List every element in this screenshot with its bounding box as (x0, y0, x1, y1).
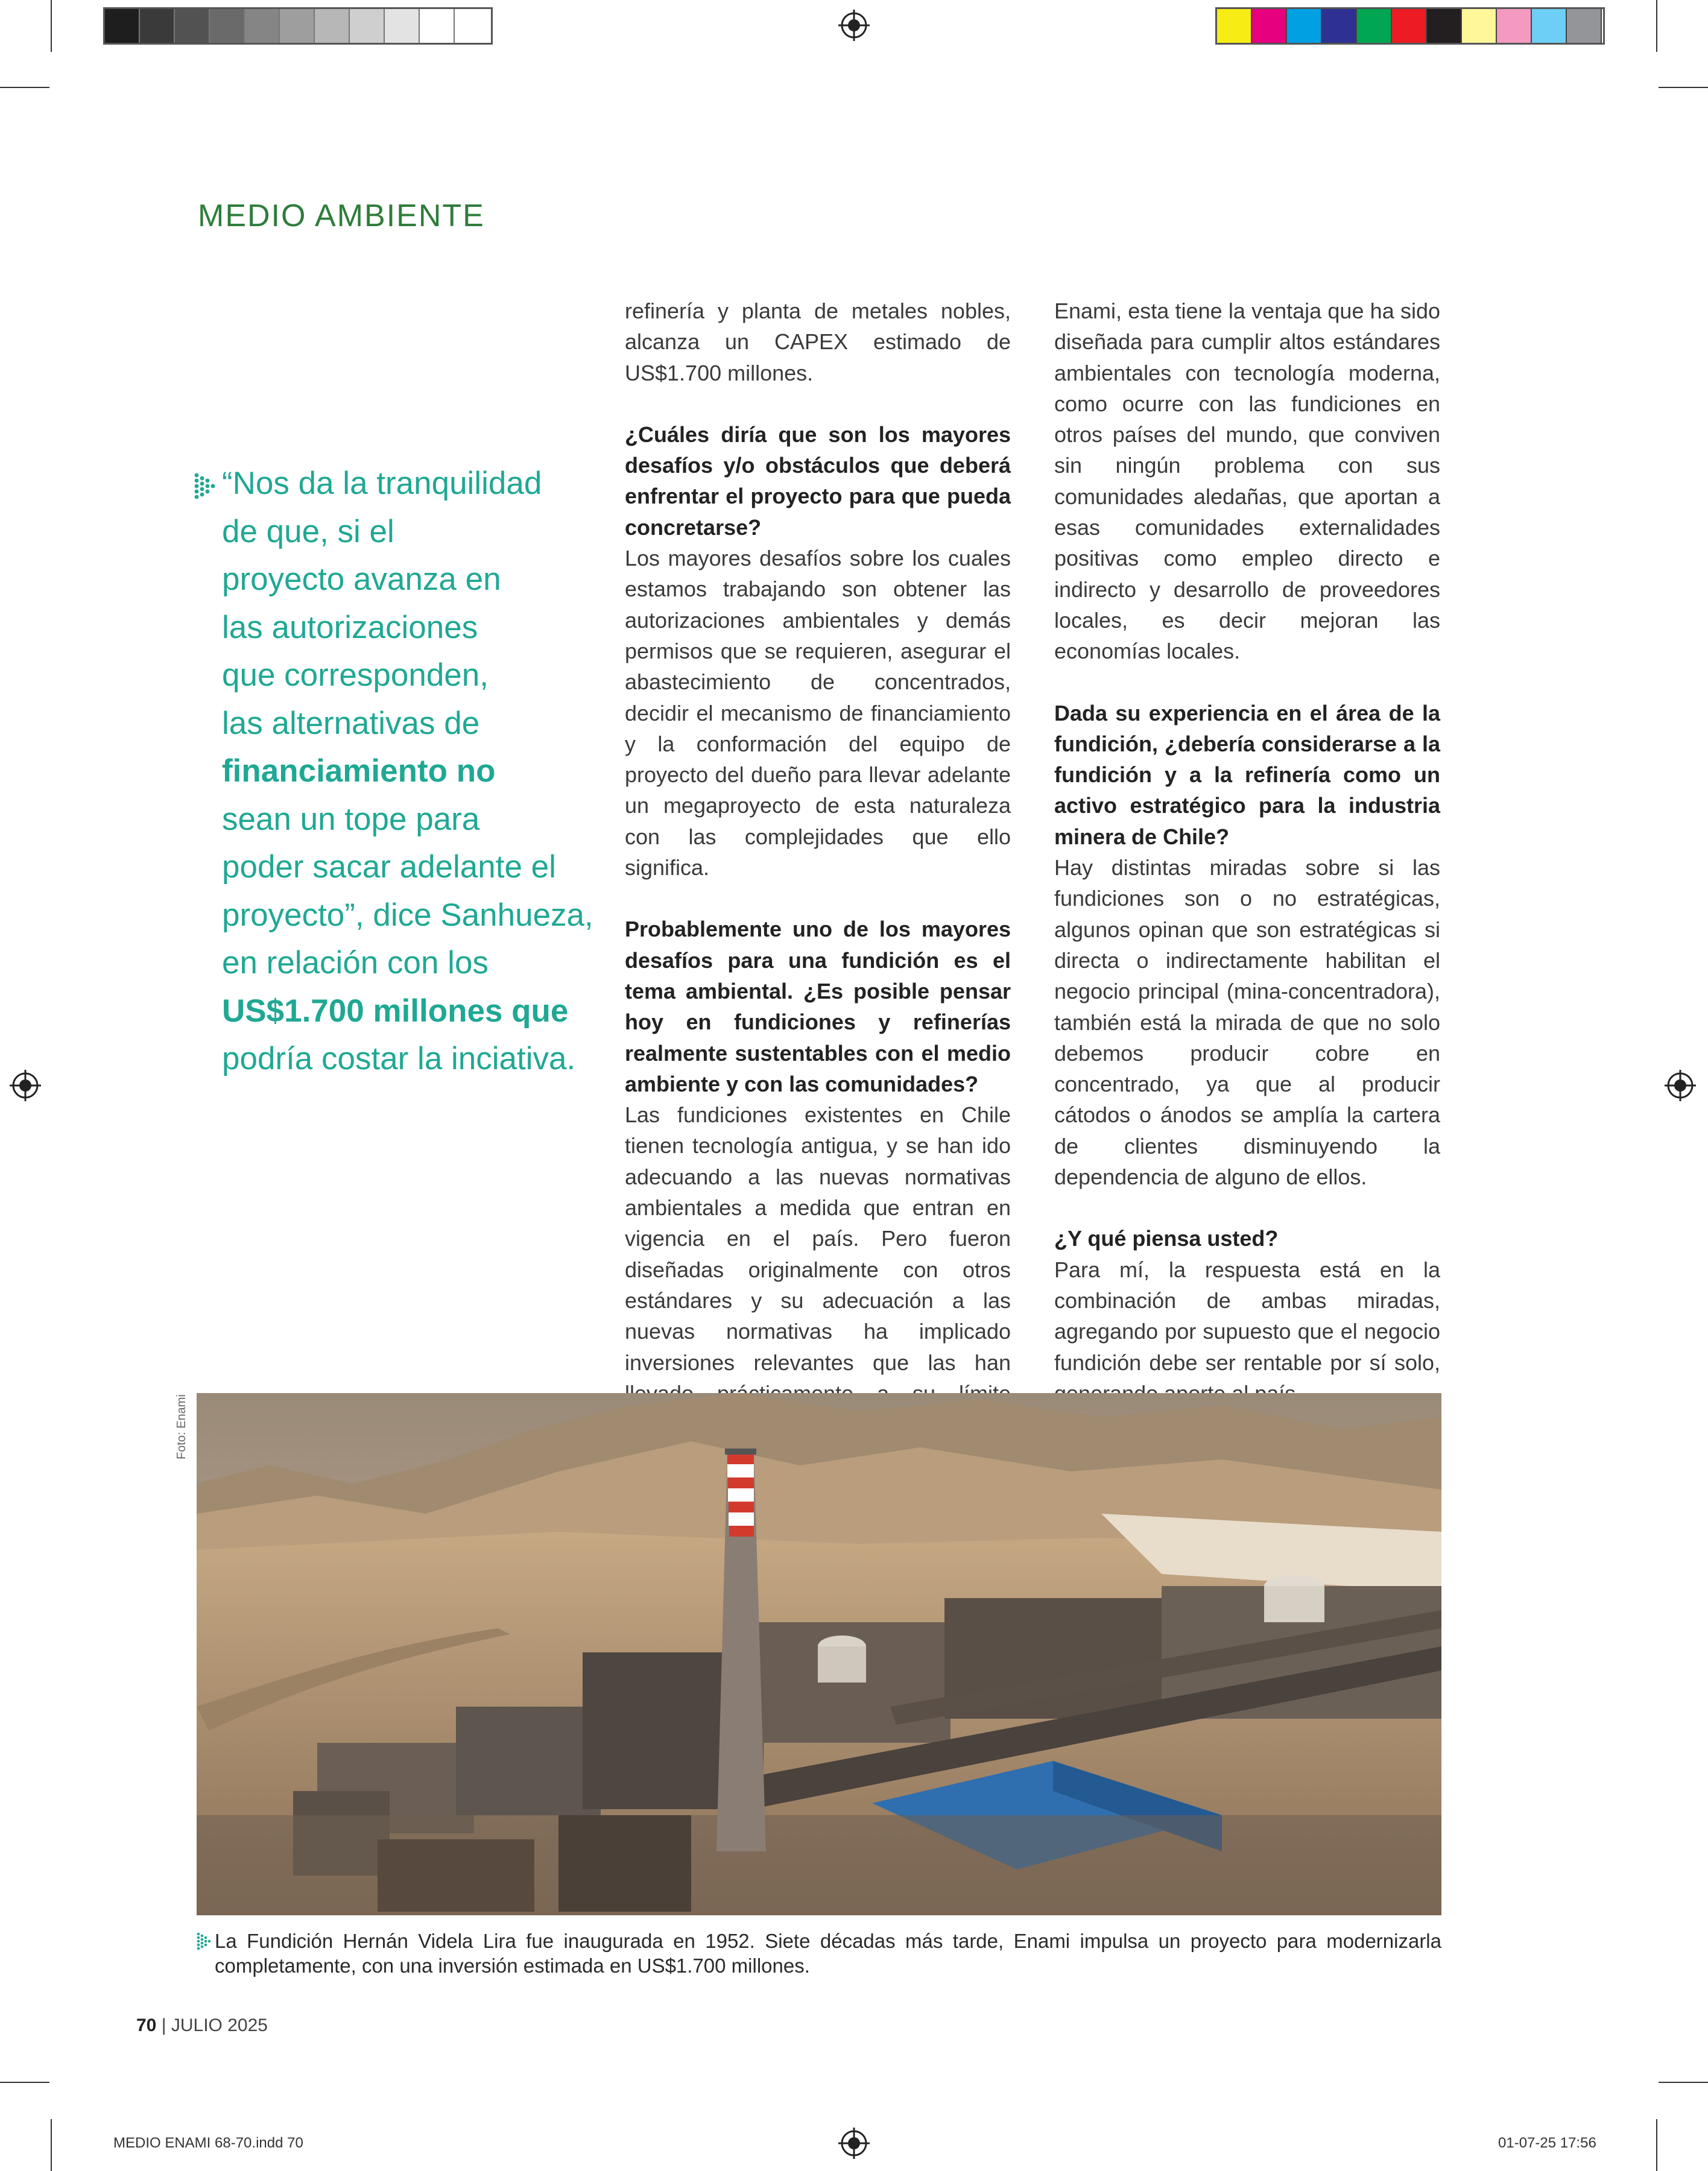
registration-mark-icon (1665, 1070, 1696, 1101)
body-paragraph: refinería y planta de metales nobles, alcanza un CAPEX estimado de US$1.700 millones. (625, 299, 1011, 385)
color-swatch (1567, 9, 1602, 43)
color-swatch (1532, 9, 1567, 43)
crop-mark (0, 87, 49, 88)
crop-mark (1659, 2082, 1708, 2083)
article-column-2 (1054, 295, 1440, 1409)
photo-credit: Foto: Enami (175, 1394, 188, 1459)
body-paragraph: Hay distintas miradas sobre si las fundiciones son o no estratégicas, algunos opinan que son estratégicas si directa o indirectamente habilitan el negocio principal (mina-concentradora), también está la mirada de que no solo debemos producir cobre en concentrado, ya que al producir cátodos o ánodos se amplía la cartera de clientes disminuyendo la dependencia de alguno de ellos. (1054, 855, 1440, 1190)
body-paragraph: Las fundiciones existentes en Chile tienen tecnología antigua, y se han ido adecuando a las nuevas normativas ambientales a medida que entran en vigencia en el país. Pero fueron diseñadas originalmente con otros estándares y su adecuación a las nuevas normativas ha implicado inversiones relevantes que las han (625, 1102, 1011, 1375)
smelter-landscape-illustration (197, 1393, 1441, 1915)
photo-caption (197, 1929, 1441, 1978)
pull-quote-line: “Nos da la tranquilidad (222, 466, 542, 501)
smelter-photo (197, 1393, 1441, 1915)
gray-swatch (385, 9, 420, 43)
pull-quote-line: poder sacar adelante el (222, 849, 556, 885)
pull-quote-line: las alternativas de (222, 705, 480, 741)
pull-quote-line: podría costar la inciativa. (222, 1041, 576, 1076)
color-swatch (1322, 9, 1357, 43)
print-date-slug: 01-07-25 17:56 (1498, 2135, 1596, 2151)
crop-mark (0, 2082, 49, 2083)
page-number: 70 (136, 2015, 157, 2035)
color-swatch (1462, 9, 1497, 43)
interview-question: Probablemente uno de los mayores desafíos para una fundición es el tema ambiental. ¿Es posible pensar hoy en fundiciones y refinerías realmente sustentables con el medio ambiente y con las comunidades? (625, 917, 1011, 1096)
gray-swatch (210, 9, 245, 43)
registration-mark-icon (10, 1070, 41, 1101)
dotted-arrow-icon (197, 1932, 211, 1950)
color-swatch (1427, 9, 1462, 43)
pull-quote-line: que corresponden, (222, 657, 489, 693)
crop-mark (51, 2119, 52, 2171)
pull-quote-text (192, 460, 596, 1083)
pull-quote (192, 460, 596, 1083)
interview-question: ¿Cuáles diría que son los mayores desafíos y/o obstáculos que deberá enfrentar el proyecto para que pueda concretarse? (625, 422, 1011, 540)
color-swatch (1392, 9, 1427, 43)
crop-mark (1656, 2119, 1657, 2171)
file-slug: MEDIO ENAMI 68-70.indd 70 (113, 2135, 303, 2151)
gray-swatch (140, 9, 175, 43)
gray-swatch (280, 9, 315, 43)
pull-quote-line: en relación con los (222, 945, 489, 981)
process-color-bar (1215, 7, 1605, 45)
gray-swatch (175, 9, 210, 43)
crop-mark (51, 0, 52, 52)
color-swatch (1217, 9, 1252, 43)
color-swatch (1252, 9, 1287, 43)
grayscale-color-bar (103, 7, 493, 45)
color-swatch (1287, 9, 1322, 43)
crop-mark (1656, 0, 1657, 52)
caption-text: La Fundición Hernán Videla Lira fue inaugurada en 1952. Siete décadas más tarde, Enami impulsa un proyecto para modernizarla completamente, con una inversión estimada en US$1.700 millones. (215, 1930, 1441, 1977)
interview-question: Dada su experiencia en el área de la fundición, ¿debería considerarse a la fundición y a la refinería como un activo estratégico para la industria minera de Chile? (1054, 700, 1440, 849)
body-paragraph: Los mayores desafíos sobre los cuales estamos trabajando son obtener las autorizaciones ambientales y demás permisos que se requieren, asegurar el abastecimiento de concentrados, decidir el mecanismo de financiamiento y la conformación del equipo de proyecto del dueño para llevar adelante un megaproyecto de esta naturaleza con las complejidades que ello significa. (625, 546, 1011, 880)
issue-date: JULIO 2025 (171, 2015, 268, 2035)
registration-mark-icon (838, 10, 870, 41)
pull-quote-line: proyecto avanza en (222, 561, 501, 597)
pull-quote-line: proyecto”, dice Sanhueza, (222, 897, 593, 933)
body-paragraph: Enami, esta tiene la ventaja que ha sido diseñada para cumplir altos estándares ambientales con tecnología moderna, como ocurre con las fundiciones en otros países del mundo, que conviven sin ningún problema con sus comunidades aledañas, que aportan a esas comunidades externalidades positivas como empleo directo e indirecto y desarrollo de proveedores locales, es decir mejoran las economías locales. (1054, 299, 1440, 664)
crop-mark (1659, 87, 1708, 88)
registration-mark-icon (838, 2128, 870, 2159)
pull-quote-line: las autorizaciones (222, 609, 478, 645)
interview-question: ¿Y qué piensa usted? (1054, 1226, 1279, 1251)
color-swatch (1497, 9, 1532, 43)
gray-swatch (105, 9, 140, 43)
gray-swatch (315, 9, 350, 43)
folio-separator: | (161, 2015, 166, 2035)
gray-swatch (420, 9, 455, 43)
gray-swatch (350, 9, 385, 43)
body-paragraph: Para mí, la respuesta está en la combinación de ambas miradas, agregando por supuesto que el negocio fundición debe ser rentable por sí solo, (1054, 1257, 1440, 1375)
pull-quote-line: financiamiento no (222, 753, 496, 789)
article-column-1 (625, 295, 1011, 1439)
section-label: MEDIO AMBIENTE (198, 198, 485, 233)
page-folio (136, 2015, 268, 2036)
dotted-arrow-icon (194, 473, 218, 501)
color-swatch (1357, 9, 1392, 43)
gray-swatch (245, 9, 280, 43)
pull-quote-line: US$1.700 millones que (222, 993, 569, 1029)
pull-quote-line: de que, si el (222, 513, 394, 549)
pull-quote-line: sean un tope para (222, 801, 480, 837)
